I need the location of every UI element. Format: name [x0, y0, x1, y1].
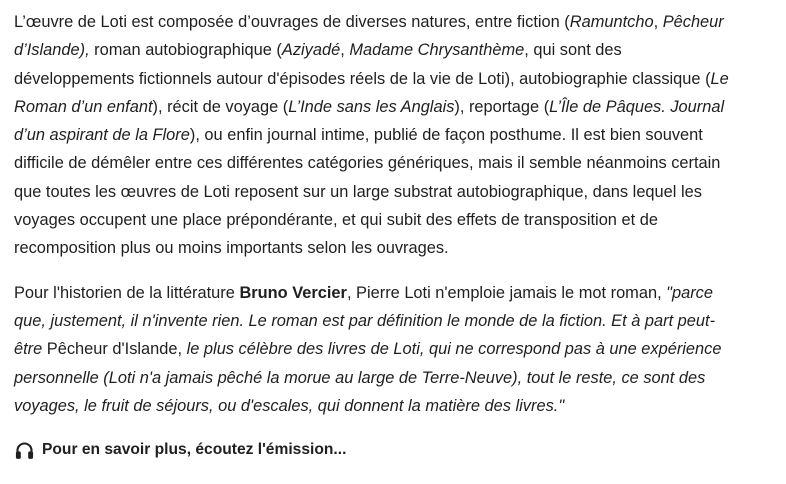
headphones-icon	[14, 440, 35, 461]
run-italic-text: Ramuntcho	[569, 13, 654, 31]
run-text: difficile de démêler entre ces différentes catégories génériques, mais il semble néanmoins certain	[14, 154, 721, 173]
text-line	[14, 307, 782, 335]
text-line	[14, 335, 782, 363]
run-text: ,	[653, 13, 663, 31]
run-italic-text: Madame Chrysanthème	[349, 41, 525, 60]
run-italic-text: Aziyadé	[281, 41, 341, 60]
article-body	[14, 8, 782, 420]
run-italic-text: L’Île de Pâques. Journal	[549, 97, 725, 116]
text-line	[14, 178, 782, 206]
run-text: , Pierre Loti n'emploie jamais le mot roman,	[346, 283, 667, 302]
run-italic-text: Roman d’un enfant	[14, 97, 153, 116]
run-text: ), récit de voyage (	[152, 97, 289, 116]
run-italic-text: le plus célèbre des livres de Loti, qui ne correspond pas à une expérience	[186, 340, 722, 359]
run-text: ,	[340, 41, 350, 60]
run-italic-text: d’un aspirant de la Flore	[14, 126, 190, 145]
run-italic-text: que, justement, il n'invente rien. Le roman est par définition le monde de la fiction. Et à part peut-	[14, 311, 716, 330]
text-line	[14, 65, 782, 93]
run-bold-text: Bruno Vercier	[239, 283, 347, 302]
run-italic-text: Le	[710, 69, 729, 88]
run-text: que toutes les œuvres de Loti reposent sur un large substrat autobiographique, dans lequel les	[14, 182, 702, 201]
text-line	[14, 234, 782, 262]
run-text: ), ou enfin journal intime, publié de façon posthume. Il est bien souvent	[189, 126, 703, 145]
run-italic-text: "parce	[666, 283, 713, 302]
run-text: recomposition plus ou moins importants selon les ouvrages.	[14, 239, 449, 258]
run-italic-text: personnelle (Loti n'a jamais pêché la morue au large de Terre-Neuve), tout le reste, ce sont des	[14, 368, 706, 387]
run-text: Pour l'historien de la littérature	[14, 283, 240, 302]
listen-link-label: Pour en savoir plus, écoutez l'émission...	[42, 441, 347, 458]
text-line	[14, 8, 782, 36]
paragraph-bruno-vercier-quote	[14, 279, 782, 420]
run-text: Pêcheur d'Islande,	[42, 340, 187, 359]
run-italic-text: d’Islande),	[14, 41, 90, 60]
listen-link[interactable]	[14, 437, 346, 463]
text-line	[14, 206, 782, 234]
text-line	[14, 279, 782, 307]
text-line	[14, 93, 782, 121]
run-text: L’œuvre de Loti est composée d’ouvrages de diverses natures, entre fiction (	[14, 13, 570, 31]
run-italic-text: L’Inde sans les Anglais	[288, 97, 455, 116]
run-text: développements fictionnels autour d'épisodes réels de la vie de Loti), autobiographie classique (	[14, 69, 711, 88]
text-line	[14, 121, 782, 149]
text-line	[14, 364, 782, 392]
run-italic-text: voyages, le fruit de séjours, ou d'escales, qui donnent la matière des livres."	[14, 396, 565, 415]
run-italic-text: Pêcheur	[662, 13, 724, 31]
run-text: , qui sont des	[524, 41, 622, 60]
text-line	[14, 392, 782, 420]
text-line	[14, 36, 782, 64]
run-text: roman autobiographique (	[89, 41, 282, 60]
run-text: voyages occupent une place prépondérante, et qui subit des effets de transposition et de	[14, 211, 658, 230]
paragraph-oeuvre-loti	[14, 8, 782, 263]
run-text: ), reportage (	[454, 97, 550, 116]
text-line	[14, 149, 782, 177]
run-italic-text: être	[14, 340, 43, 359]
